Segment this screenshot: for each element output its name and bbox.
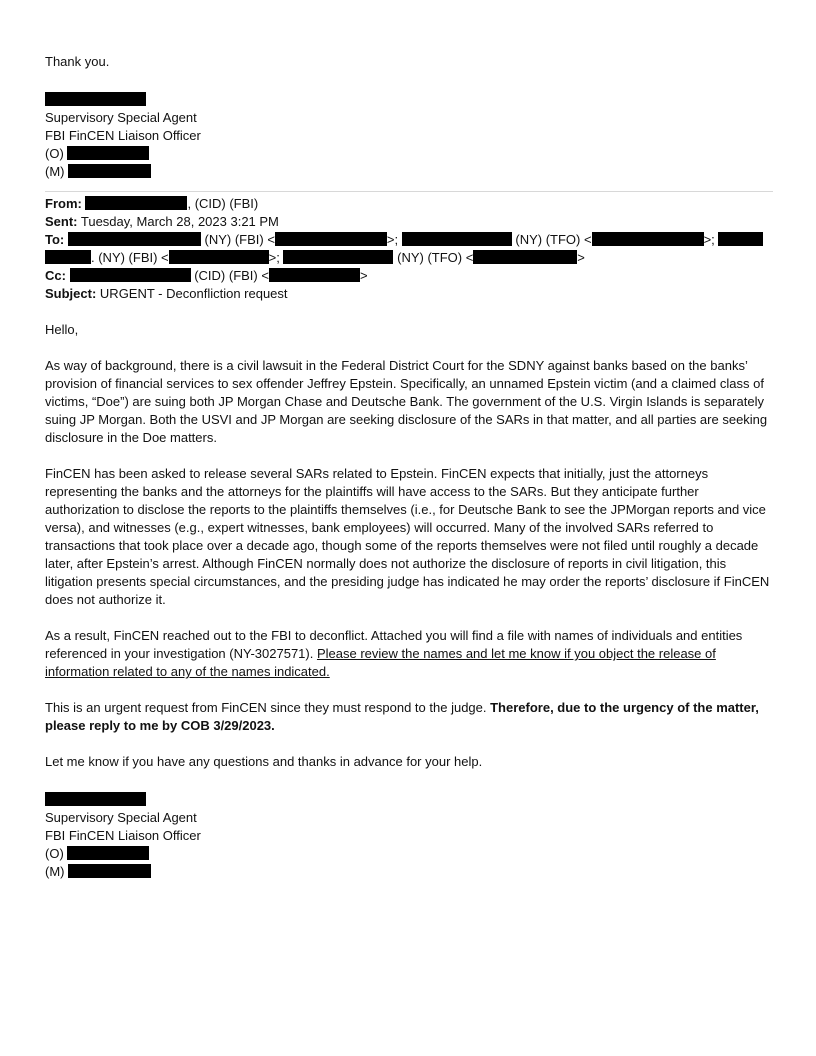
redaction-to-email-1 <box>275 232 387 246</box>
to-part-7: (NY) (TFO) < <box>397 250 474 265</box>
office-phone-label: (O) <box>45 146 64 161</box>
paragraph-background: As way of background, there is a civil lawsuit in the Federal District Court for the SDNY against banks based on the banks’ provision of financial services to sex offender Jeffrey Epstein. Specifically, an unnamed Epstein victim (and a claimed class of victims, “Doe”) are suing both JP Morgan Chase and Deutsche Bank. The government of the U.S. Virgin Islands is separately suing JP Morgan. Both the USVI and JP Morgan are seeking disclosure of the SARs in that matter, and all parties are seeking disclosure in the Doe matters. <box>45 358 768 445</box>
urgent-text: This is an urgent request from FinCEN since they must respond to the judge. <box>45 700 491 715</box>
redaction-from <box>85 196 187 210</box>
greeting: Hello, <box>45 322 79 337</box>
redaction-to-email-2 <box>592 232 704 246</box>
signature-title: Supervisory Special Agent <box>45 110 197 125</box>
cc-part-2: > <box>359 268 368 283</box>
redaction-to-5 <box>283 250 393 264</box>
cc-label: Cc: <box>45 268 66 283</box>
subject-value: URGENT - Deconfliction request <box>99 286 288 301</box>
to-part-8: > <box>577 250 585 265</box>
redaction-cc-email <box>269 268 360 282</box>
to-part-6: >; <box>268 250 280 265</box>
from-label: From: <box>45 196 82 211</box>
cc-part-1: (CID) (FBI) < <box>194 268 269 283</box>
signature-block-top <box>45 91 773 181</box>
mobile-phone-label: (M) <box>45 164 65 179</box>
office-phone-label-bottom: (O) <box>45 846 64 861</box>
signature-title-bottom: Supervisory Special Agent <box>45 810 197 825</box>
email-header <box>45 195 773 303</box>
to-part-2: >; <box>386 232 399 247</box>
paragraph-urgent <box>45 699 773 735</box>
redaction-to-2 <box>402 232 512 246</box>
to-part-4: >; <box>703 232 715 247</box>
to-part-3: (NY) (TFO) < <box>515 232 592 247</box>
paragraph-thanks: Let me know if you have any questions and thanks in advance for your help. <box>45 754 483 769</box>
from-suffix: , (CID) (FBI) <box>187 196 259 211</box>
closing-text: Thank you. <box>45 54 110 69</box>
redaction-office-phone-bottom <box>67 846 149 860</box>
deconflict-text: As a result, FinCEN reached out to the FBI to deconflict. Attached you will find a file with names of individuals and entities referenced in your investigation (NY-3027571). <box>45 628 743 661</box>
redaction-office-phone <box>67 146 149 160</box>
redaction-to-1 <box>68 232 201 246</box>
redaction-to-email-4 <box>473 250 577 264</box>
signature-role: FBI FinCEN Liaison Officer <box>45 128 201 143</box>
redaction-mobile-phone-bottom <box>68 864 151 878</box>
review-request-text: Please review the names and let me know if you object the release of information related to any of the names indicated. <box>45 646 716 679</box>
email-document <box>45 53 773 881</box>
redaction-to-4 <box>45 250 91 264</box>
deadline-text: Therefore, due to the urgency of the matter, please reply to me by COB 3/29/2023. <box>45 700 759 733</box>
signature-block-bottom <box>45 791 773 881</box>
redaction-name <box>45 92 146 106</box>
sent-label: Sent: <box>45 214 78 229</box>
paragraph-deconflict <box>45 627 773 681</box>
mobile-phone-label-bottom: (M) <box>45 864 65 879</box>
redaction-to-email-3 <box>169 250 269 264</box>
header-divider <box>45 191 773 192</box>
to-part-1: (NY) (FBI) < <box>204 232 275 247</box>
redaction-name-bottom <box>45 792 146 806</box>
to-label: To: <box>45 232 65 247</box>
sent-value: Tuesday, March 28, 2023 3:21 PM <box>80 214 279 229</box>
redaction-mobile-phone <box>68 164 151 178</box>
signature-role-bottom: FBI FinCEN Liaison Officer <box>45 828 201 843</box>
subject-label: Subject: <box>45 286 97 301</box>
paragraph-fincen-request: FinCEN has been asked to release several SARs related to Epstein. FinCEN expects that initially, just the attorneys representing the banks and the attorneys for the plaintiffs will have access to the SARs. But they anticipate further authorization to disclose the reports to the plaintiffs themselves (i.e., for Deutsche Bank to see the JPMorgan reports and vice versa), and witnesses (e.g., expert witnesses, bank employees) will occurred. Many of the involved SARs referred to transactions that took place over a decade ago, though some of the reports themselves were not filed until roughly a decade later, after Epstein’s arrest. Although FinCEN normally does not authorize the disclosure of reports in civil litigation, this litigation presents special circumstances, and the presiding judge has indicated he may order the reports’ disclosure if FinCEN does not authorize it. <box>45 466 770 607</box>
redaction-cc <box>70 268 191 282</box>
redaction-to-3 <box>718 232 763 246</box>
to-part-5: . (NY) (FBI) < <box>91 250 169 265</box>
